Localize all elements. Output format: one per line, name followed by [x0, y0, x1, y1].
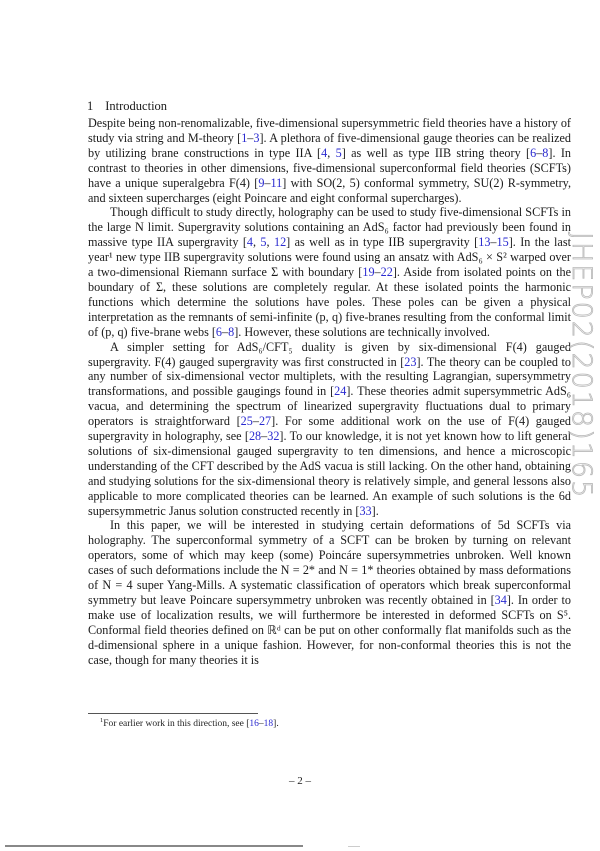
text-run: – — [261, 429, 268, 444]
text-run: – — [264, 175, 271, 190]
section-title: Introduction — [105, 99, 168, 114]
citation-link[interactable]: 6 — [530, 145, 537, 160]
footnote-divider — [88, 713, 258, 714]
citation-link[interactable]: 8 — [542, 145, 549, 160]
citation-link[interactable]: 22 — [380, 265, 393, 280]
paragraph-2 — [88, 205, 571, 339]
footnote — [100, 717, 279, 729]
citation-link[interactable]: 13 — [478, 235, 491, 250]
citation-link[interactable]: 16 — [249, 719, 259, 730]
text-run: , — [327, 145, 336, 160]
citation-link[interactable]: 34 — [494, 593, 507, 607]
text-run: – — [374, 265, 381, 280]
footnote-text — [103, 719, 278, 729]
section-heading — [87, 99, 167, 114]
text-run: A simpler setting for AdS₆/CFT₅ duality is given by six-dimensional F(4) gauged supergravity. F(4) gauged supergravity was first constructed in [ — [88, 339, 571, 369]
citation-link[interactable]: 25 — [240, 414, 253, 429]
text-run: , — [252, 235, 261, 250]
citation-link[interactable]: 18 — [263, 719, 274, 730]
text-run: – — [258, 719, 264, 730]
section-number: 1 — [87, 99, 94, 114]
text-run: ]. For some additional work on the use of F(4) gauged supergravity in holography, see [ — [88, 414, 571, 444]
bottom-marker — [348, 846, 360, 847]
paragraph-4 — [88, 518, 571, 667]
page-number: – 2 – — [289, 775, 311, 787]
citation-link[interactable]: 8 — [228, 324, 235, 339]
citation-link[interactable]: 32 — [267, 429, 280, 444]
citation-link[interactable]: 23 — [404, 354, 417, 369]
citation-link[interactable]: 1 — [241, 130, 248, 145]
text-run: ]. The theory can be coupled to any number of six-dimensional vector multiplets, with the resulting Lagrangian, supersymmetry transformations, and possible gaugings found in [ — [88, 354, 571, 399]
text-run: ]. However, these solutions are technically involved. — [234, 324, 490, 339]
text-run: ]. — [371, 503, 379, 518]
text-run: ]. In the last year¹ new type IIB supergravity solutions were found using an ansatz with AdS₆ × S² warped over a two-dimensional Riemann surface Σ with boundary [ — [88, 235, 571, 280]
citation-link[interactable]: 4 — [321, 145, 328, 160]
paragraph-3 — [88, 340, 571, 519]
citation-link[interactable]: 12 — [273, 235, 287, 250]
text-run: For earlier work in this direction, see [ — [103, 719, 250, 730]
text-run: , — [266, 235, 274, 250]
text-run: – — [247, 130, 254, 145]
paragraph-1 — [88, 116, 571, 205]
citation-link[interactable]: 11 — [270, 175, 283, 190]
citation-link[interactable]: 6 — [215, 324, 223, 339]
text-run: Despite being non-renomalizable, five-dimensional supersymmetric field theories have a history of study via string and M-theory [ — [88, 116, 571, 145]
citation-link[interactable]: 33 — [359, 503, 372, 518]
text-run: In this paper, we will be interested in studying certain deformations of 5d SCFTs via holography. The superconformal symmetry of a SCFT can be broken by turning on relevant operators, some of which may keep (some) Poincáre supersymmetries unbroken. Well known cases of such deformations include the N = 2* and N = 1* theories obtained by mass deformations of N = 4 super Yang-Mills. A systematic classification of operators which break superconformal symmetry but leave Poincare supersymmetry unbroken was recently obtained in [ — [88, 518, 571, 607]
text-run: ]. These theories admit supersymmetric AdS₆ vacua, and determining the spectrum of linearized supergravity fluctuations dual to primary operators is straightforward [ — [88, 384, 571, 429]
text-run: – — [490, 235, 497, 250]
citation-link[interactable]: 15 — [496, 235, 509, 250]
text-run: ] with SO(2, 5) conformal symmetry, SU(2) R-symmetry, and sixteen supercharges (eight Poincare and eight conformal supercharges). — [88, 175, 571, 205]
text-run: ]. In contrast to theories in other dimensions, five-dimensional superconformal field theories (SCFTs) have a unique superalgebra F(4) [ — [88, 145, 572, 190]
text-run: – — [222, 324, 229, 339]
journal-watermark: JHEP02(2018)165 — [566, 232, 597, 500]
text-run: – — [252, 414, 259, 429]
citation-link[interactable]: 27 — [258, 414, 272, 429]
body-text — [88, 116, 571, 668]
citation-link[interactable]: 19 — [362, 265, 375, 280]
citation-link[interactable]: 9 — [258, 175, 265, 190]
citation-link[interactable]: 3 — [253, 130, 260, 145]
citation-link[interactable]: 5 — [260, 235, 267, 250]
citation-link[interactable]: 28 — [248, 429, 262, 444]
citation-link[interactable]: 4 — [246, 235, 253, 250]
citation-link[interactable]: 5 — [335, 145, 342, 160]
text-run: ] as well as in type IIB supergravity [ — [286, 235, 479, 250]
text-run: – — [536, 145, 543, 160]
text-run: ]. — [273, 719, 279, 730]
text-run: ] as well as type IIB string theory [ — [341, 145, 531, 160]
text-run: Though difficult to study directly, holography can be used to study five-dimensional SCFTs in the large N limit. Supergravity solutions containing an AdS₆ factor had previously been found in massive type IIA supergravity [ — [88, 205, 571, 250]
text-run: ]. To our knowledge, it is not yet known how to lift general solutions of six-dimensional gauged supergravity to ten dimensions, and hence a microscopic understanding of the CFT described by the AdS vacua is still lacking. On the other hand, obtaining and studying solutions for the six-dimensional theory is relatively simple, and general lessons also applicable to more complicated theories can be learned. An example of such solutions is the 6d supersymmetric Janus solution constructed recently in [ — [88, 429, 571, 518]
text-run: ]. In order to make use of localization results, we will furthermore be interested in deformed SCFTs on S⁵. Conformal field theories defined on ℝᵈ can be put on other conformally flat manifolds such as the d-dimensional sphere in a unique fashion. However, for non-conformal theories this is not the case, though for many theories it is — [88, 593, 572, 667]
citation-link[interactable]: 24 — [334, 384, 347, 399]
footnote-marker: 1 — [100, 717, 104, 724]
viewer-scrollbar[interactable] — [5, 845, 303, 847]
text-run: ]. A plethora of five-dimensional gauge theories can be realized by utilizing brane constructions in type IIA [ — [88, 130, 571, 160]
text-run: ]. Aside from isolated points on the boundary of Σ, these solutions are completely regular. At these isolated points the harmonic functions which determine the solutions have poles. These poles can be given a physical interpretation as the remnants of semi-infinite (p, q) five-branes resulting from the conformal limit of (p, q) five-brane webs [ — [88, 265, 571, 339]
